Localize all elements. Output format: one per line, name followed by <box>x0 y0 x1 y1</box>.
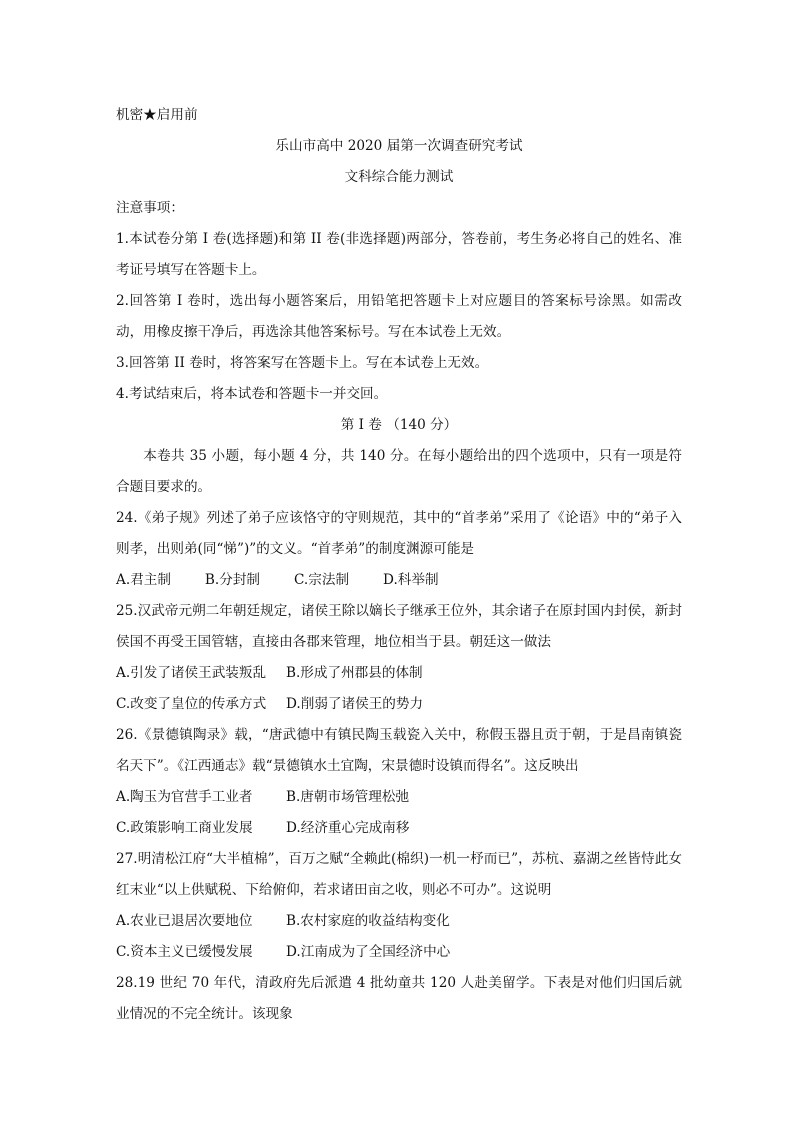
note-item: 2.回答第 I 卷时，选出每小题答案后，用铅笔把答题卡上对应题目的答案标号涂黑。如需改动，用橡皮擦干净后，再选涂其他答案标号。写在本试卷上无效。 <box>116 293 682 340</box>
question-25-options-row2 <box>116 689 682 720</box>
exam-page <box>116 100 682 1030</box>
question-27-options-row1 <box>116 906 682 937</box>
option-a: A.陶玉为官营手工业者 <box>116 789 253 805</box>
option-a: A.引发了诸侯王武装叛乱 <box>116 665 267 681</box>
option-c: C.资本主义已缓慢发展 <box>116 944 253 960</box>
question-24-stem: 24.《弟子规》列述了弟子应该恪守的守则规范，其中的“首孝弟”采用了《论语》中的“弟子入则孝，出则弟(同“悌”)”的文义。“首孝弟”的制度渊源可能是 <box>116 510 682 557</box>
option-a: A.农业已退居次要地位 <box>116 913 253 929</box>
question-25-stem: 25.汉武帝元朔二年朝廷规定，诸侯王除以嫡长子继承王位外，其余诸子在原封国内封侯，新封侯国不再受王国管辖，直接由各郡来管理，地位相当于县。朝廷这一做法 <box>116 603 682 650</box>
section-title: 第 I 卷 （140 分） <box>340 417 458 433</box>
question-24-options <box>116 565 682 596</box>
exam-title: 乐山市高中 2020 届第一次调查研究考试 <box>275 138 523 154</box>
question-26-options-row1 <box>116 782 682 813</box>
note-item: 3.回答第 II 卷时，将答案写在答题卡上。写在本试卷上无效。 <box>116 355 489 371</box>
option-c: C.政策影响工商业发展 <box>116 820 253 836</box>
question-25-options-row1 <box>116 658 682 689</box>
option-b: B.农村家庭的收益结构变化 <box>286 913 450 929</box>
option-b: B.唐朝市场管理松弛 <box>286 789 410 805</box>
option-c: C.改变了皇位的传承方式 <box>116 696 267 712</box>
question-26-stem: 26.《景德镇陶录》载，“唐武德中有镇民陶玉载瓷入关中，称假玉器且贡于朝，于是昌南镇瓷名天下”。《江西通志》载“景德镇水土宜陶，宋景德时设镇而得名”。这反映出 <box>116 727 682 774</box>
option-d: D.科举制 <box>383 572 439 588</box>
question-26-options-row2 <box>116 813 682 844</box>
option-c: C.宗法制 <box>294 572 350 588</box>
note-item: 4.考试结束后，将本试卷和答题卡一并交回。 <box>116 386 388 402</box>
question-28-stem: 28.19 世纪 70 年代，清政府先后派遣 4 批幼童共 120 人赴美留学。下表是对他们归国后就业情况的不完全统计。该现象 <box>116 975 682 1022</box>
option-d: D.削弱了诸侯王的势力 <box>286 696 424 712</box>
note-item: 1.本试卷分第 I 卷(选择题)和第 II 卷(非选择题)两部分，答卷前，考生务必将自己的姓名、准考证号填写在答题卡上。 <box>116 231 682 278</box>
confidential-label: 机密★启用前 <box>116 107 198 123</box>
section-intro: 本卷共 35 小题，每小题 4 分，共 140 分。在每小题给出的四个选项中，只有一项是符合题目要求的。 <box>116 448 682 495</box>
exam-subtitle: 文科综合能力测试 <box>344 169 454 185</box>
notes-heading: 注意事项： <box>116 200 184 216</box>
option-a: A.君主制 <box>116 572 171 588</box>
question-27-stem: 27.明清松江府“大半植棉”，百万之赋“全赖此(棉织)一机一杼而已”，苏杭、嘉湖之丝皆恃此女红末业“以上供赋税、下给俯仰，若求诸田亩之收，则必不可办”。这说明 <box>116 851 682 898</box>
option-b: B.分封制 <box>204 572 261 588</box>
option-d: D.江南成为了全国经济中心 <box>286 944 451 960</box>
question-27-options-row2 <box>116 937 682 968</box>
option-b: B.形成了州郡县的体制 <box>286 665 423 681</box>
option-d: D.经济重心完成南移 <box>286 820 410 836</box>
